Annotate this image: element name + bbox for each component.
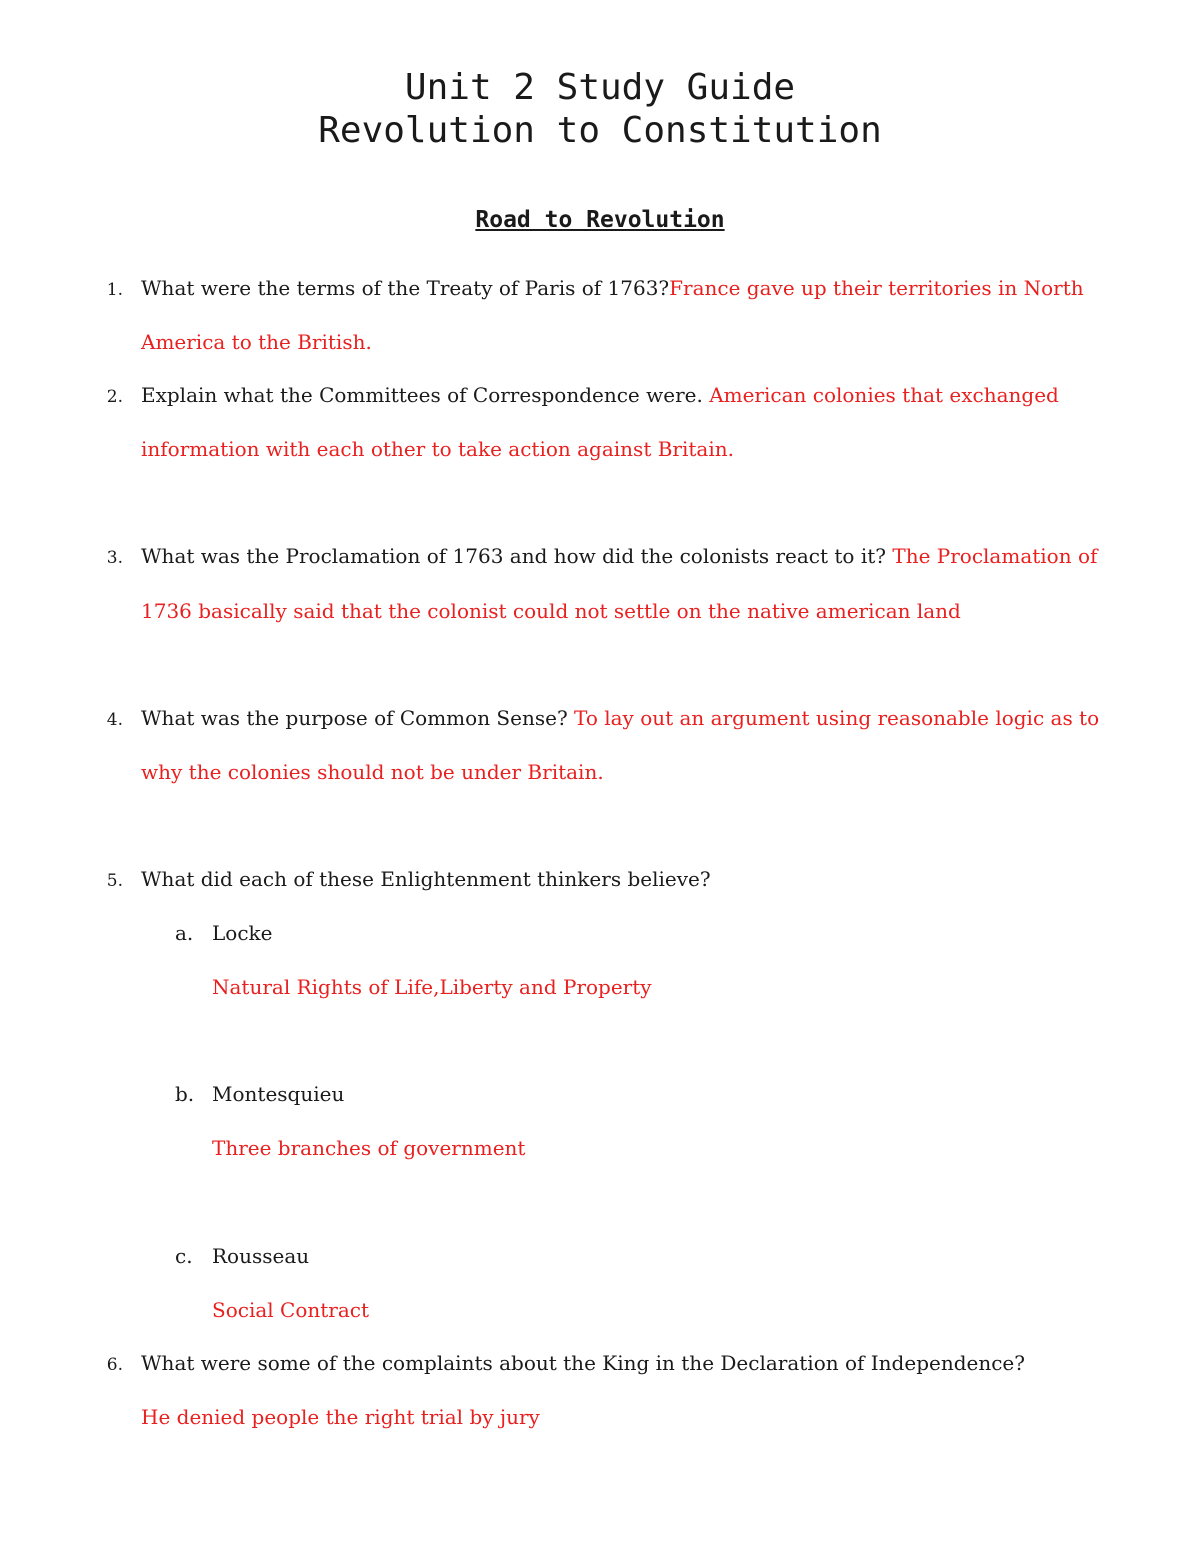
- question-text: What was the Proclamation of 1763 and how did the colonists react to it?: [141, 544, 886, 568]
- sub-item-letter: a.: [175, 921, 194, 945]
- answer-text-continued: America to the British.: [141, 330, 372, 354]
- question-text: What were some of the complaints about the King in the Declaration of Independence?: [141, 1351, 1025, 1375]
- answer-text: The Proclamation of: [892, 544, 1098, 568]
- question-number: 2.: [106, 387, 123, 407]
- sub-item-letter: c.: [175, 1244, 193, 1268]
- answer-text: He denied people the right trial by jury: [141, 1405, 540, 1429]
- question-number: 3.: [106, 548, 123, 568]
- answer-text: France gave up their territories in North: [669, 276, 1084, 300]
- question-number: 4.: [106, 710, 123, 730]
- answer-text: To lay out an argument using reasonable logic as to: [574, 706, 1100, 730]
- sub-item-name: Montesquieu: [212, 1082, 345, 1106]
- answer-text: American colonies that exchanged: [709, 383, 1059, 407]
- answer-text-continued: why the colonies should not be under Britain.: [141, 760, 604, 784]
- sub-item-answer: Natural Rights of Life,Liberty and Property: [212, 975, 652, 999]
- question-line: [141, 276, 1084, 300]
- question-line: [141, 383, 1059, 407]
- question-number: 1.: [106, 280, 123, 300]
- answer-text-continued: information with each other to take action against Britain.: [141, 437, 734, 461]
- sub-item-letter: b.: [175, 1082, 195, 1106]
- question-line: [141, 544, 1097, 568]
- section-heading: Road to Revolution: [475, 207, 725, 233]
- sub-item-answer: Social Contract: [212, 1298, 370, 1322]
- question-line: [141, 706, 1099, 730]
- document-title-line-2: Revolution to Constitution: [318, 110, 882, 151]
- question-number: 6.: [106, 1355, 123, 1375]
- answer-text-continued: 1736 basically said that the colonist could not settle on the native american land: [141, 599, 961, 623]
- sub-item-name: Locke: [212, 921, 273, 945]
- question-number: 5.: [106, 871, 123, 891]
- question-text: What did each of these Enlightenment thinkers believe?: [141, 867, 711, 891]
- question-text: What were the terms of the Treaty of Paris of 1763?: [141, 276, 670, 300]
- question-text: Explain what the Committees of Correspondence were.: [141, 383, 703, 407]
- sub-item-answer: Three branches of government: [212, 1136, 526, 1160]
- question-text: What was the purpose of Common Sense?: [141, 706, 568, 730]
- sub-item-name: Rousseau: [212, 1244, 310, 1268]
- document-title-line-1: Unit 2 Study Guide: [404, 67, 796, 108]
